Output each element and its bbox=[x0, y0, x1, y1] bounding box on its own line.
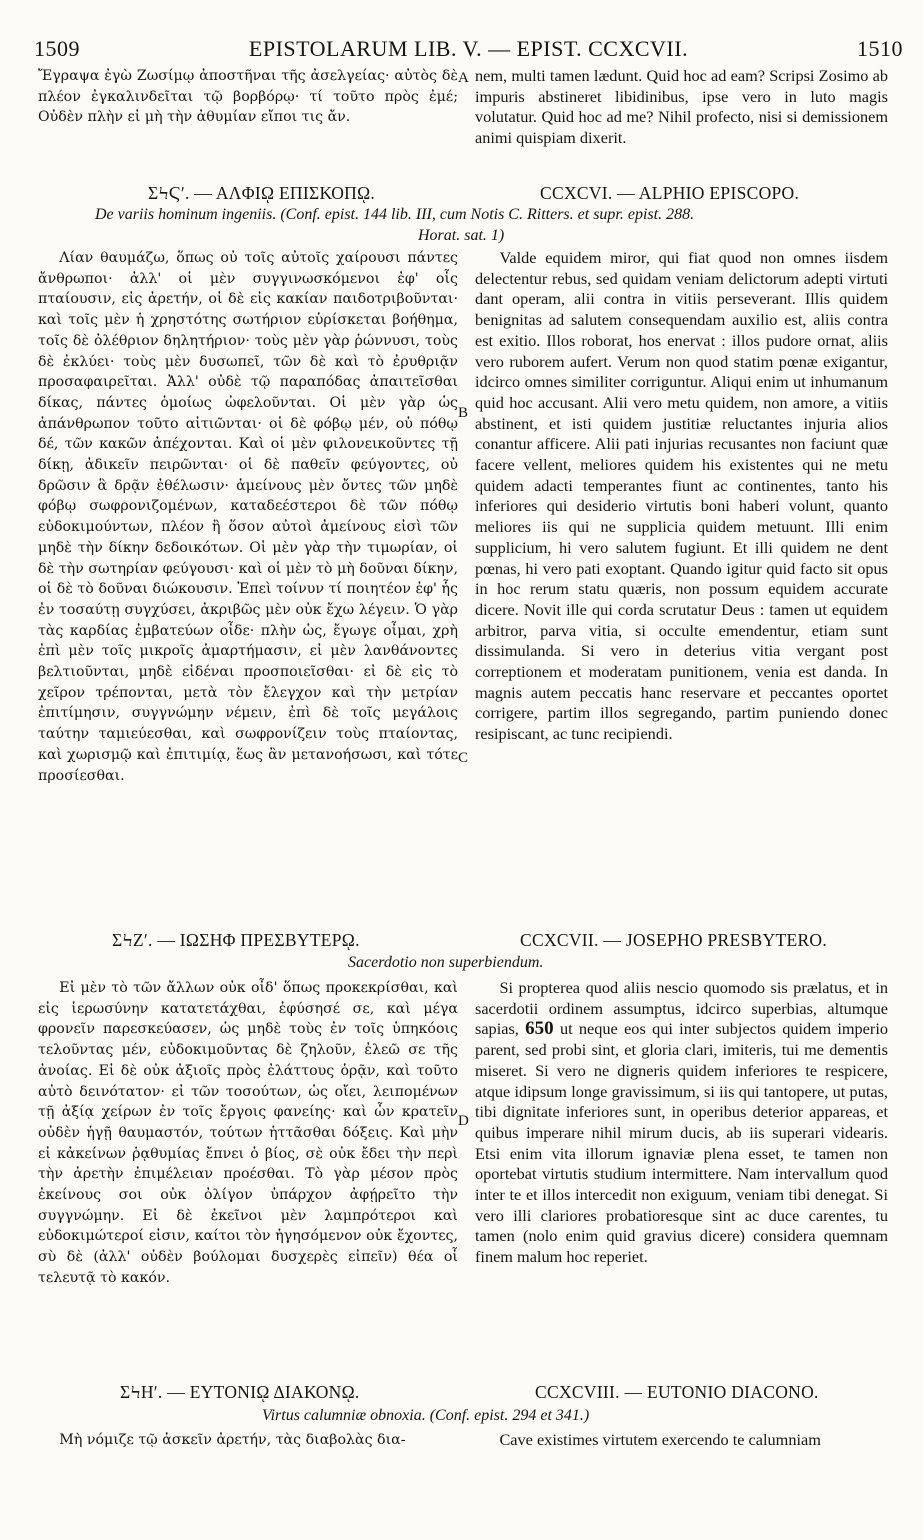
page-number-right: 1510 bbox=[857, 36, 903, 61]
running-title: EPISTOLARUM LIB. V. — EPIST. CCXCVII. bbox=[248, 36, 689, 61]
page-number-left: 1509 bbox=[34, 36, 80, 61]
greek-heading-297: ΣϞΖʹ. — ΙΩΣΗΦ ΠΡΕΣΒΥΤΕΡῼ. bbox=[112, 930, 360, 950]
latin-297-part2: ut neque eos qui inter subjectos quidem imperio parent, sed probi sint, et gloria clari, imiteris, tui me dementis miseret. Si vero ne digneris quidem inferiores te respicere, atque idipsum longe gravissimum, si iis qui tantopere, ut putas, tibi dignitate inferiores sunt, in operibus deterior appareas, et quibus imperare nihil mirum ducis, ab iis superari videaris. Etsi enim vita illorum ignaviæ plena esset, te tamen non oportebat virtutis studium intermittere. Nam intervallum quod inter te et illos intercedit non exiguum, veniam tibi denegat. Si vero illi clariores probatioresque sint ac duce carentes, tu tamen (nolo enim quid gravius dicere) considera quemnam finem malum hoc reperiet. bbox=[475, 1019, 888, 1267]
margin-marker-d: D bbox=[458, 1113, 469, 1129]
greek-heading-296: ΣϞϚʹ. — ΑΛΦΙῼ ΕΠΙΣΚΟΠῼ. bbox=[148, 183, 376, 203]
running-head bbox=[34, 36, 903, 64]
argument-298: Virtus calumniæ obnoxia. (Conf. epist. 294 et 341.) bbox=[262, 1407, 590, 1424]
greek-heading-298: ΣϞΗʹ. — ΕΥΤΟΝΙῼ ΔΙΑΚΟΝῼ. bbox=[120, 1382, 360, 1402]
greek-text-297: Εἰ μὲν τὸ τῶν ἄλλων οὐκ οἶδ' ὅπως προκεκρίσθαι, καὶ εἰς ἱερωσύνην κατατετάχθαι, ἐφύσησέ σε, καὶ μέγα φρονεῖν παρεσκεύασεν, ὡς μηδὲ τοὺς ἐν τοῖς ὑπηκόοις τελοῦντας μέν, εὐδοκιμοῦντας δὲ ζηλοῦν, ἐλεῶ σε τῆς ἀνοίας. Εἰ δὲ οὐκ ἀξιοῖς πρὸς ἐλάττους ὁρᾷν, καὶ τοῦτο αὐτὸ δεινότατον· εἰ τῶν τοσούτων, ὡς οἴει, λειπομένων τῇ ἀξίᾳ χείρων ἐν τοῖς ἔργοις φανείης· καὶ ὧν κρατεῖν οὐδὲν ἡγῇ θαυμαστόν, τούτων ἡττᾶσθαι δόξεις. Καὶ μὴν εἰ κἀκείνων ῥᾳθυμίας ἔπνει ὁ βίος, σὲ οὐκ ἔδει τὴν περὶ τὴν ἀρετὴν ἐπιμέλειαν προέσθαι. Τὸ γὰρ μέσον πρὸς ἐκείνους σοι οὐκ ὀλίγον ὑπάρχον ἀφῄρεῖτο τὴν συγγνώμην. Εἰ δὲ ἐκεῖνοι μὲν λαμπρότεροι καὶ εὐδοκιμώτεροί εἰσιν, καίτοι τὸν ἡγησόμενον οὐκ ἔχοντες, σὺ δὲ (ἀλλ' οὐδὲν βούλομαι δυσχερὲς εἰπεῖν) θέα οἷ τελευτᾷ τὸ κακόν. bbox=[38, 980, 458, 1286]
latin-heading-297: CCXCVII. — JOSEPHO PRESBYTERO. bbox=[520, 930, 828, 950]
latin-text-297 bbox=[475, 978, 888, 1268]
argument-296-cont: Horat. sat. 1) bbox=[418, 227, 505, 244]
latin-continuation: nem, multi tamen lædunt. Quid hoc ad eam? Scripsi Zosimo ab impuris abstineret libidinibus, ipse vero in luto magis volutatur. Quid hoc ad me? Nihil profecto, nisi si demissionem animi quispiam dixerit. bbox=[475, 66, 888, 148]
greek-continuation: Ἔγραψα ἐγὼ Ζωσίμῳ ἀποστῆναι τῆς ἀσελγείας· αὐτὸς δὲ πλέον ἐγκαλινδεῖται τῷ βορβόρῳ· τί τοῦτο πρὸς ἐμέ; Οὐδὲν πλὴν εἰ μὴ τὴν ἀθυμίαν εἴποι τις ἄν. bbox=[38, 68, 458, 126]
column-number-650: 650 bbox=[525, 1018, 554, 1040]
greek-text-298: Μὴ νόμιζε τῷ ἀσκεῖν ἀρετήν, τὰς διαβολὰς δια- bbox=[59, 1432, 406, 1448]
margin-marker-a: A bbox=[458, 70, 469, 86]
latin-heading-296: CCXCVI. — ALPHIO EPISCOPO. bbox=[540, 183, 800, 203]
greek-text-296: Λίαν θαυμάζω, ὅπως οὐ τοῖς αὐτοῖς χαίρουσι πάντες ἄνθρωποι· ἀλλ' οἱ μὲν συγγινωσκόμενοι ἐφ' οἷς πταίουσιν, εἰς ἀρετήν, οἱ δὲ εἰς κακίαν παιδοτριβοῦνται· καὶ τοῖς μὲν ἡ χρηστότης σωτήριον εὑρίσκεται βοήθημα, τοῖς δὲ ὀλέθριον δηλητήριον· τοὺς μὲν γὰρ ῥώννυσι, τοὺς δὲ ἐκλύει· τοὺς μὲν δυσωπεῖ, τῶν δὲ καὶ τὸ ἐρυθριᾷν προσαφαιρεῖται. Ἀλλ' οὐδὲ τῷ παραπόδας ἀπαιτεῖσθαι δίκας, πάντες ὁμοίως ὠφελοῦνται. Οἱ μὲν γὰρ ὡς ἀπάνθρωπον τοῦτο αἰτιῶνται· οἱ δὲ φόβῳ μέν, οὐ πόθῳ δέ, τῶν κακῶν ἀπέχονται. Καὶ οἱ μὲν φιλονεικοῦντες τῇ δίκῃ, ἀδικεῖν πειρῶνται· οἱ δὲ παθεῖν φεύγοντες, οὐ δρῶσιν ἃ δρᾷν ἐθέλωσιν· ἀμείνους μὲν ὄντες τῶν μηδὲ φόβῳ σωφρονιζομένων, καταδεέστεροι δὲ τῶν πόθῳ εὐδοκιμούντων, πλέον ἢ ὅσον αὐτοὶ ἀμείνους εἰσὶ τῶν μηδὲ τὴν δίκην δεδοικότων. Οἱ μὲν γὰρ τὴν τιμωρίαν, οἱ δὲ τὴν σωτηρίαν φεύγουσι· καὶ οἱ μὲν τὸ μὴ δοῦναι δίκην, οἱ δὲ τὸ δοῦναι διώκουσιν. Ἐπεὶ τοίνυν τί ποιητέον ἐφ' ἧς ἐν τοσαύτῃ συγχύσει, ἀκριβῶς μὲν οὐκ ἔχω λέγειν. Ὁ γὰρ τὰς καρδίας ἐμβατεύων οἶδε· πλὴν ὡς, ἔγωγε οἶμαι, χρὴ ἐπὶ μὲν τοῖς μικροῖς ἁμαρτήμασιν, εἰ μὲν λανθάνοντες βελτιοῦνται, μηδὲ εἰδέναι προσποιεῖσθαι· εἰ δὲ εἰς τὸ χεῖρον τρέπονται, μετὰ τὸν ἔλεγχον καὶ τὴν μετρίαν ἐπιτίμησιν, συγγνώμην νέμειν, ἐπὶ δὲ τοῖς μεγάλοις ταύτην ταμιεύεσθαι, καὶ σωφρονίζειν τοὺς πταίοντας, καὶ χωρισμῷ καὶ ἐπιτιμίᾳ, ἕως ἂν μετανοήσωσι, καὶ τότε προσίεσθαι. bbox=[38, 250, 458, 784]
latin-297-part1: Si propterea quod aliis nescio quomodo sis prælatus, et in sacerdotii ordinem assumptus, idcirco superbias, altumque sapias, bbox=[475, 978, 888, 1039]
margin-marker-c: C bbox=[458, 750, 469, 766]
latin-text-298: Cave existimes virtutem exercendo te calumniam bbox=[499, 1430, 821, 1449]
latin-text-296: Valde equidem miror, qui fiat quod non omnes iisdem delectentur rebus, sed quidam veniam delictorum adepti virtuti dant operam, alii contra in vitiis perseverant. Illis quidem benignitas ad salutem consequendam auxilio est, aliis contra est exitio. Illos roborat, hos enervat : illos pudore ornat, aliis vero ruborem aufert. Verum non quod statim pœnæ exigantur, idcirco omnes similiter corriguntur. Aliqui enim ut inhumanum quid hoc accusant. Alii vero metu quidem, non amore, a vitiis abstinent, et isti quidem justitiæ reluctantes injuria alios conantur afficere. Alii pati injurias recusantes non faciunt quæ facere vellent, meliores quidem his existentes qui ne metu quidem adacti temperantes fiunt ac continentes, tanto his inferiores qui desiderio virtutis boni haberi volunt, quanto meliores iis qui ne supplicia quidem metuunt. Illi enim supplicium, hi vero salutem fugiunt. Et illi quidem ne dent pœnas, hi vero pati exoptant. Quando igitur quid facto sit opus in hoc rerum statu quæris, non possum equidem accurate dicere. Novit ille qui corda scrutatur Deus : tamen ut equidem arbitror, parva vitia, si occulte emendentur, etiam sunt dissimulanda. Si vero in deterius vitia vergant post correptionem et moderatam punitionem, venia est danda. In magnis autem peccatis hanc reservare et peccantes oportet corrigere, partim illos segregando, partim puniendo donec resipiscant, ac tunc recipiendi. bbox=[475, 248, 888, 744]
margin-marker-b: B bbox=[458, 405, 469, 421]
latin-heading-298: CCXCVIII. — EUTONIO DIACONO. bbox=[535, 1382, 819, 1402]
argument-297: Sacerdotio non superbiendum. bbox=[348, 954, 544, 971]
argument-296: De variis hominum ingeniis. (Conf. epist. 144 lib. III, cum Notis C. Ritters. et supr. epist. 288. bbox=[95, 206, 695, 223]
